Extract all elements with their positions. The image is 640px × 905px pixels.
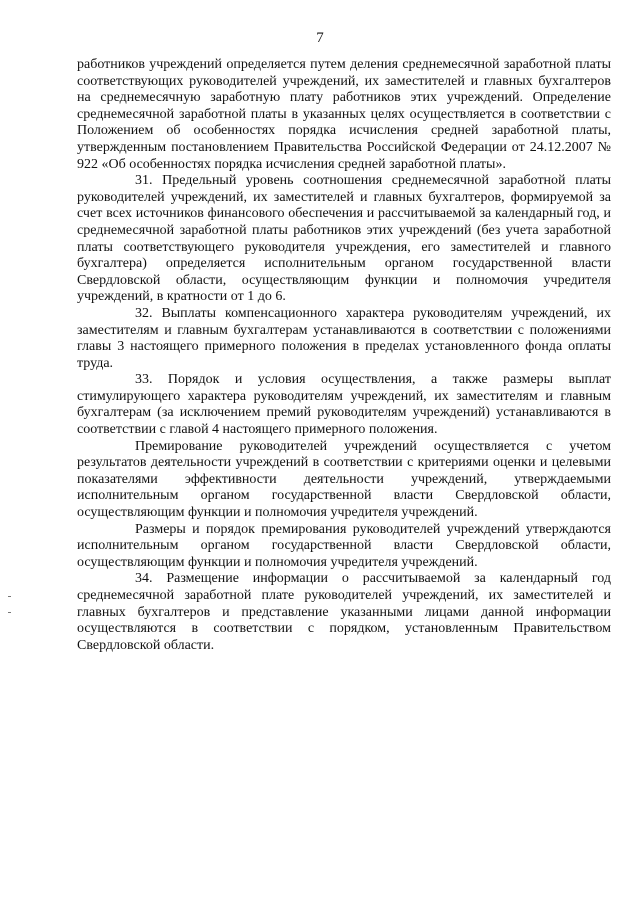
paragraph-31: 31. Предельный уровень соотношения среднемесячной заработной платы руководителей учреждений, их заместителей и главных бухгалтеров, формируемой за счет всех источников финансового обеспечения и рассчитываемой за календарный год, и среднемесячной заработной платы работников этих учреждений (без учета заработной платы соответствующего руководителя учреждения, его заместителей и главного бухгалтера) определяется исполнительным органом государственной власти Свердловской области, осуществляющим функции и полномочия учредителя учреждений, в кратности от 1 до 6. bbox=[77, 173, 611, 305]
paragraph-33: 33. Порядок и условия осуществления, а также размеры выплат стимулирующего характера руководителям учреждений, их заместителям и главным бухгалтерам (за исключением премий руководителям учреждений) устанавливаются в соответствии с главой 4 настоящего примерного положения. bbox=[77, 372, 611, 438]
scan-mark bbox=[8, 612, 11, 613]
paragraph-continuation: работников учреждений определяется путем деления среднемесячной заработной платы соответствующих руководителей учреждений, их заместителей и главных бухгалтеров на среднемесячную заработную плату работников этих учреждений. Определение среднемесячной заработной платы в указанных целях осуществляется в соответствии с Положением об особенностях порядка исчисления средней заработной платы, утвержденным постановлением Правительства Российской Федерации от 24.12.2007 № 922 «Об особенностях порядка исчисления средней заработной платы». bbox=[77, 57, 611, 172]
paragraph-32: 32. Выплаты компенсационного характера руководителям учреждений, их заместителям и главным бухгалтерам устанавливаются в соответствии с положениями главы 3 настоящего примерного положения в пределах установленного фонда оплаты труда. bbox=[77, 305, 611, 371]
paragraph-bonus-amounts: Размеры и порядок премирования руководителей учреждений утверждаются исполнительным органом государственной власти Свердловской области, осуществляющим функции и полномочия учредителя учреждений. bbox=[77, 521, 611, 570]
document-body bbox=[77, 57, 611, 654]
paragraph-34: 34. Размещение информации о рассчитываемой за календарный год среднемесячной заработной плате руководителей учреждений, их заместителей и главных бухгалтеров и представление указанными лицами данной информации осуществляются в соответствии с порядком, установленным Правительством Свердловской области. bbox=[77, 571, 611, 653]
page-number: 7 bbox=[316, 30, 324, 46]
paragraph-bonus-criteria: Премирование руководителей учреждений осуществляется с учетом результатов деятельности учреждений в соответствии с критериями оценки и целевыми показателями эффективности деятельности учреждений, утверждаемыми исполнительным органом государственной власти Свердловской области, осуществляющим функции и полномочия учредителя учреждений. bbox=[77, 438, 611, 521]
scan-mark bbox=[8, 596, 11, 597]
